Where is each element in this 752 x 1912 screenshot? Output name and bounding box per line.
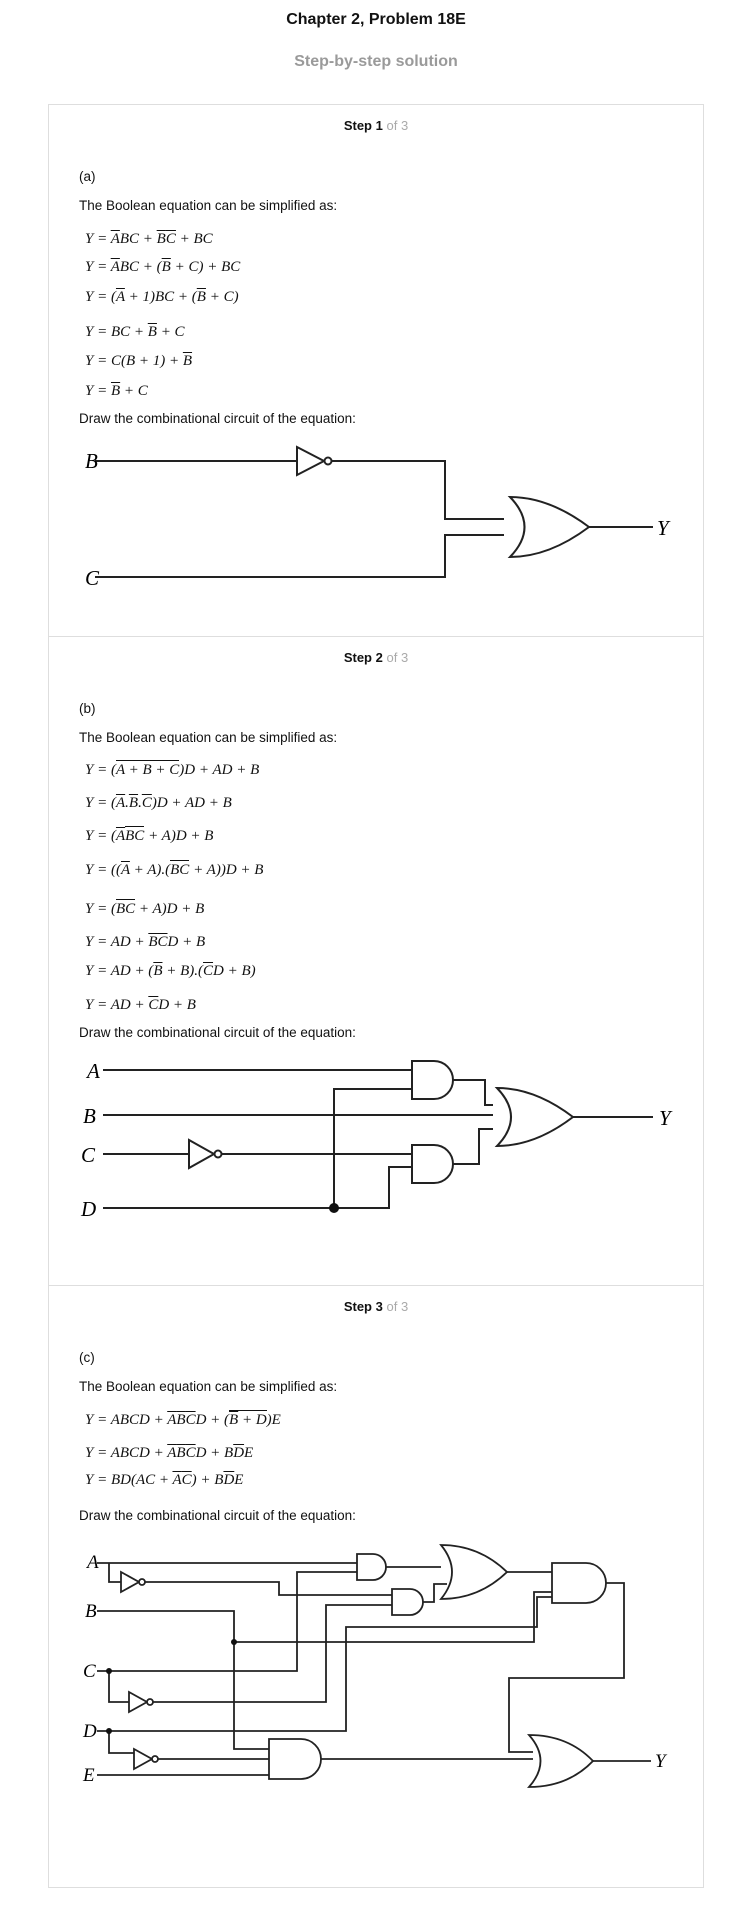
equation-7: Y = AD + $(\overline{B} + B).(\overline{C}D + B)$ bbox=[85, 963, 256, 979]
step-number: 2 bbox=[375, 650, 383, 665]
equation-2: Y = ABCD + $\overline{A}\overline{B}\overline{C}D + B\overline{D}E$ bbox=[85, 1445, 254, 1461]
draw-text: Draw the combinational circuit of the equation: bbox=[79, 1508, 356, 1523]
part-label: (a) bbox=[79, 169, 96, 184]
equation-3: $Y = (\overline{A} + 1)BC + (\overline{B} + C)$ bbox=[85, 289, 239, 305]
part-label: (b) bbox=[79, 701, 96, 716]
step-1-heading bbox=[49, 118, 703, 133]
solution-card bbox=[48, 104, 704, 1888]
equation-3: $Y = BD(AC + \overline{A}\overline{C}) + B\overline{D}E$ bbox=[85, 1472, 244, 1488]
equation-4: $Y = ((\overline{A} + A).(BC + A))D + B$ bbox=[85, 862, 264, 878]
equation-8: Y = AD + $\overline{C}D + B$ bbox=[85, 997, 196, 1013]
step-number: 3 bbox=[375, 1299, 383, 1314]
intro-text: The Boolean equation can be simplified as: bbox=[79, 730, 338, 745]
equation-3: $Y = (\overline{A}BC + A)D + B$ bbox=[85, 828, 214, 844]
input-label-c: C bbox=[85, 566, 100, 590]
circuit-diagram-1 bbox=[49, 435, 703, 615]
equation-5: $Y = C(B + 1) + \overline{B}$ bbox=[85, 353, 193, 369]
output-label-y: Y bbox=[659, 1106, 671, 1130]
input-label-a: A bbox=[87, 1552, 99, 1573]
equation-1: Y = (A + B + C)D + AD + B bbox=[85, 762, 260, 778]
step-of: of 3 bbox=[386, 650, 409, 665]
draw-text: Draw the combinational circuit of the equation: bbox=[79, 1025, 356, 1040]
part-label: (c) bbox=[79, 1350, 95, 1365]
step-3-heading bbox=[49, 1299, 703, 1314]
step-label: Step bbox=[343, 118, 372, 133]
intro-text: The Boolean equation can be simplified as: bbox=[79, 1379, 338, 1394]
equation-1: Y = ABCD + $\overline{A}\overline{B}\overline{C}D + (\overline{B} + D)E$ bbox=[85, 1412, 281, 1428]
step-of: of 3 bbox=[386, 1299, 409, 1314]
step-of: of 3 bbox=[386, 118, 409, 133]
circuit-diagram-3 bbox=[49, 1524, 703, 1884]
input-label-b: B bbox=[85, 449, 98, 473]
equation-6: Y = AD + $\overline{B}\overline{C}D + B$ bbox=[85, 934, 206, 950]
input-label-d: D bbox=[81, 1197, 97, 1221]
input-label-c: C bbox=[81, 1143, 96, 1167]
input-label-b: B bbox=[83, 1104, 96, 1128]
output-label-y: Y bbox=[655, 1751, 666, 1772]
equation-2: $Y = (\overline{A}.\overline{B}.\overline{C})D$ + AD + B bbox=[85, 795, 232, 811]
equation-6: $Y = \overline{B} + C$ bbox=[85, 383, 148, 399]
step-label: Step bbox=[343, 650, 372, 665]
step-3 bbox=[49, 1285, 703, 1888]
equation-1: $Y = \overline{A}BC$ + BC + BC bbox=[85, 231, 213, 247]
input-label-e: E bbox=[83, 1765, 95, 1786]
step-2 bbox=[49, 636, 703, 1286]
equation-5: Y = (BC + A)D + B bbox=[85, 901, 205, 917]
equation-2: $Y = \overline{A}BC + (\overline{B} + C)$ + BC bbox=[85, 259, 241, 275]
step-number: 1 bbox=[375, 118, 383, 133]
step-1 bbox=[49, 105, 703, 636]
draw-text: Draw the combinational circuit of the equation: bbox=[79, 411, 356, 426]
input-label-c: C bbox=[83, 1661, 96, 1682]
step-2-heading bbox=[49, 650, 703, 665]
circuit-diagram-2 bbox=[49, 1041, 703, 1271]
step-label: Step bbox=[343, 1299, 372, 1314]
input-label-b: B bbox=[85, 1601, 97, 1622]
page-subtitle: Step-by-step solution bbox=[294, 53, 458, 70]
intro-text: The Boolean equation can be simplified as: bbox=[79, 198, 338, 213]
equation-4: Y = BC + $\overline{B} + C$ bbox=[85, 324, 185, 340]
output-label-y: Y bbox=[657, 516, 669, 540]
input-label-a: A bbox=[87, 1059, 100, 1083]
page-title: Chapter 2, Problem 18E bbox=[286, 11, 466, 28]
input-label-d: D bbox=[83, 1721, 97, 1742]
